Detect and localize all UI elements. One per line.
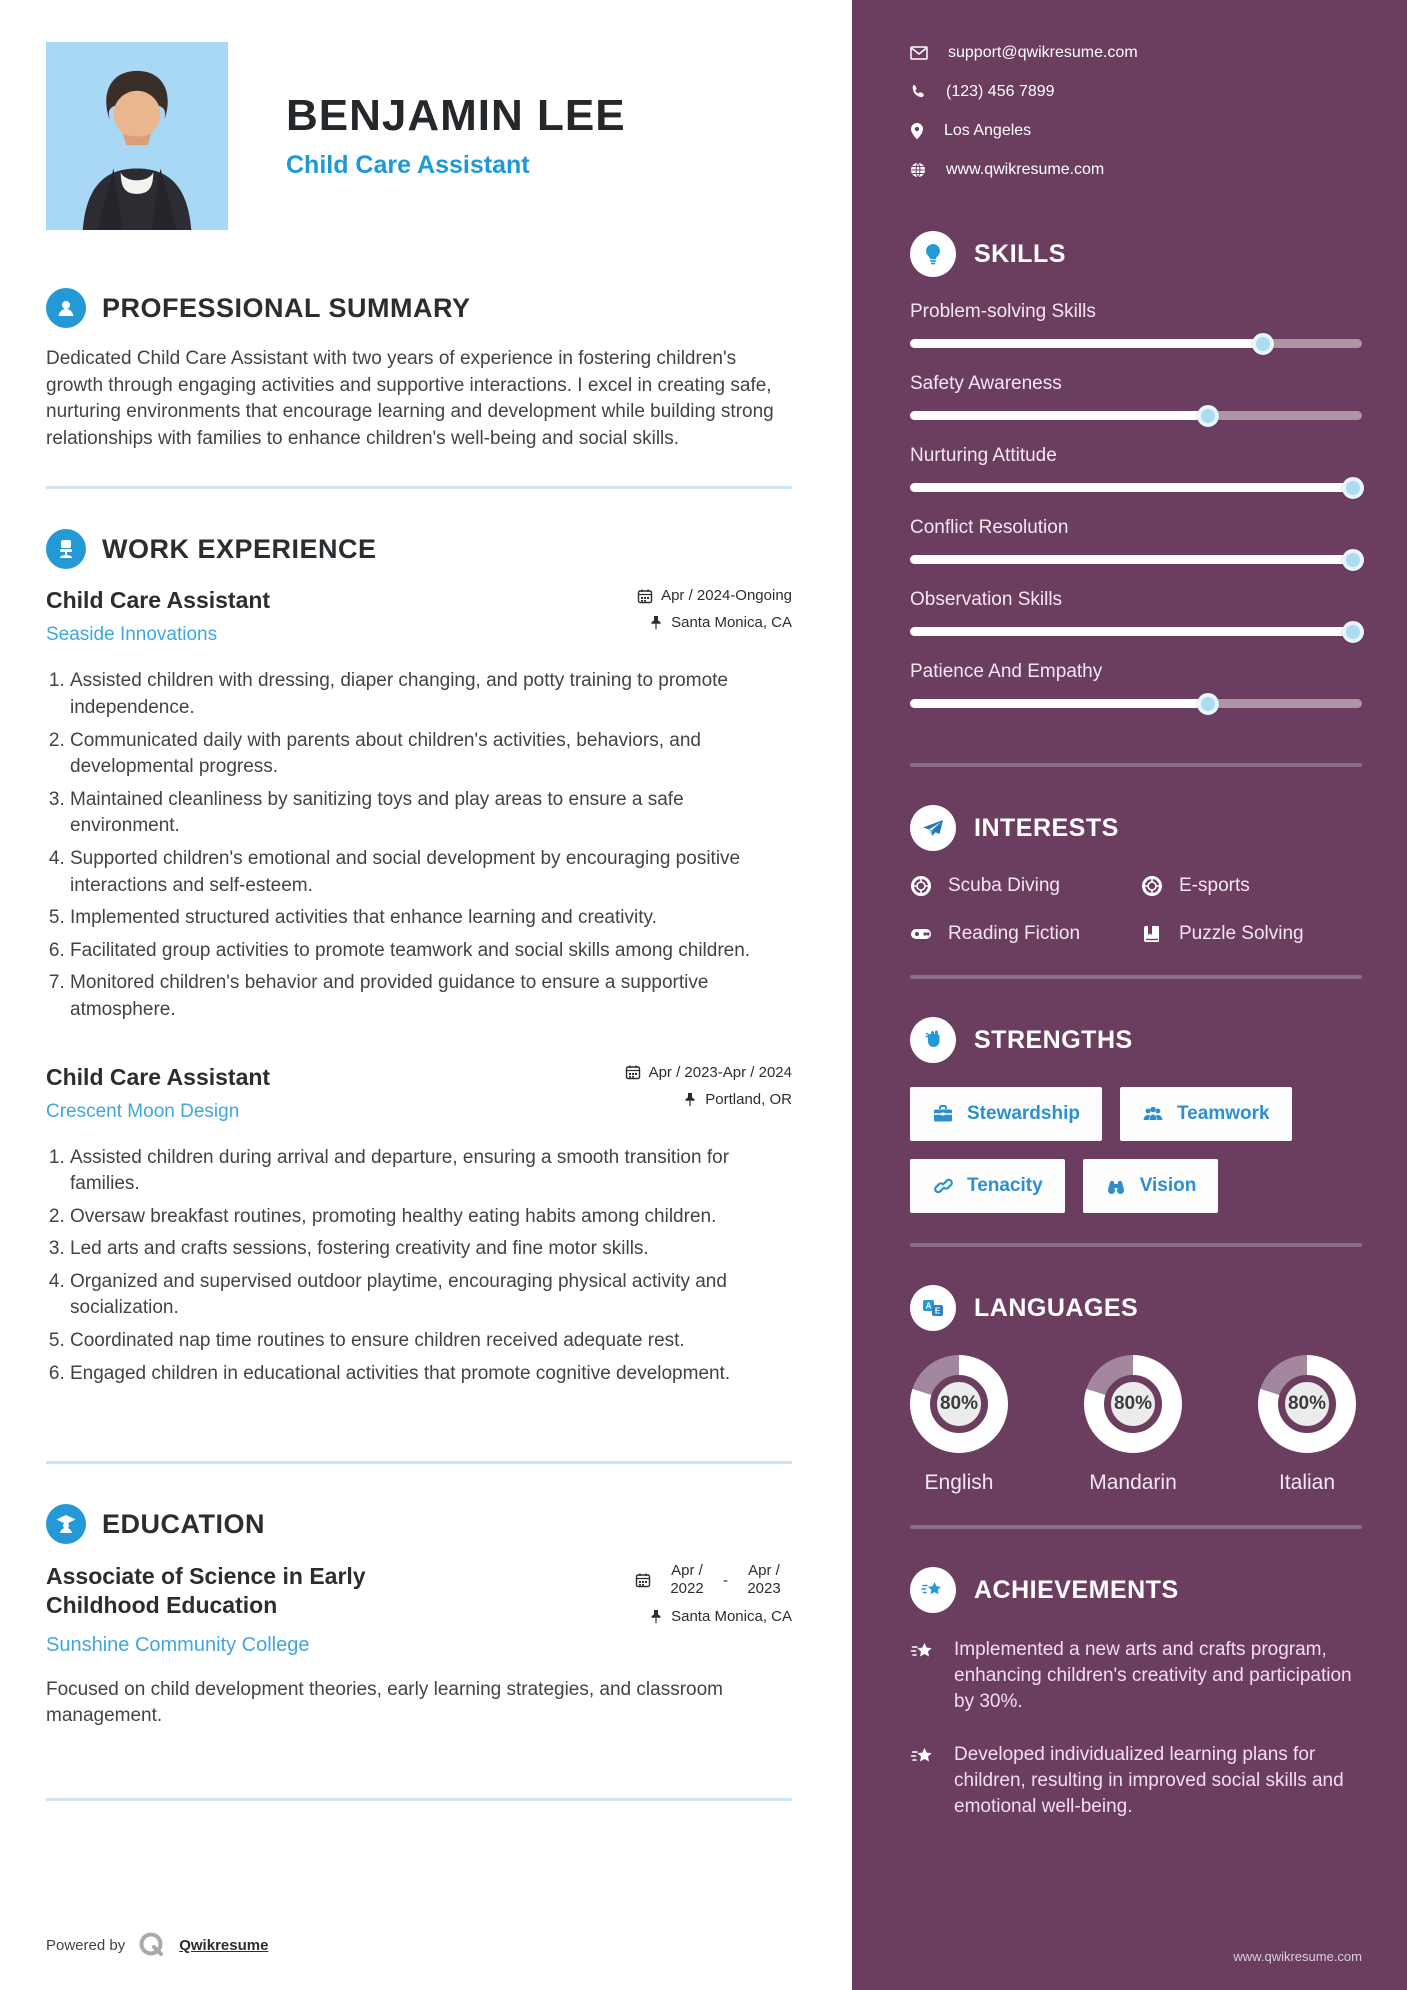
qwikresume-brand-link[interactable]: Qwikresume xyxy=(179,1936,269,1954)
identity-text xyxy=(286,92,626,179)
contact-location xyxy=(910,122,1362,140)
job-bullet: 1. Assisted children during arrival and departure, ensuring a smooth transition for families. xyxy=(70,1145,792,1198)
skill-slider-fill xyxy=(910,555,1362,564)
skills-heading: SKILLS xyxy=(974,239,1066,268)
sidebar-divider xyxy=(910,1525,1362,1529)
sidebar-divider xyxy=(910,763,1362,767)
svg-text:A: A xyxy=(925,1301,932,1311)
skill-slider xyxy=(910,339,1362,348)
pushpin-icon xyxy=(683,1092,697,1107)
summary-heading: PROFESSIONAL SUMMARY xyxy=(102,292,471,323)
language-progress-ring xyxy=(1084,1355,1182,1453)
strength-chip xyxy=(910,1087,1102,1141)
translate-icon xyxy=(910,1285,956,1331)
education-section-header xyxy=(46,1504,792,1544)
job-dates: Apr / 2024-Ongoing xyxy=(661,587,792,605)
contact-phone xyxy=(910,83,1362,101)
strength-chip xyxy=(1120,1087,1292,1141)
skill-name: Nurturing Attitude xyxy=(910,445,1057,466)
job-dates-row xyxy=(637,587,792,604)
skill-slider-thumb xyxy=(1342,549,1364,571)
job-bullet: 7. Monitored children's behavior and provided guidance to ensure a supportive atmosphere. xyxy=(70,970,792,1023)
summary-text: Dedicated Child Care Assistant with two years of experience in fostering children's growth through engaging activities and supportive interactions. I excel in creating safe, nurturing environments that encourage learning and development while building strong relationships with families to enhance children's well-being and social skills. xyxy=(46,348,774,449)
skills-list xyxy=(910,301,1362,733)
skill-name: Patience And Empathy xyxy=(910,661,1103,682)
education-description: Focused on child development theories, early learning strategies, and classroom management. xyxy=(46,1678,723,1727)
skill-slider xyxy=(910,483,1362,492)
job-bullet: 5. Coordinated nap time routines to ensure children received adequate rest. xyxy=(70,1328,792,1355)
education-heading: EDUCATION xyxy=(102,1508,265,1539)
gamepad-icon xyxy=(910,923,932,945)
job-top-row xyxy=(46,587,792,646)
profile-photo-illustration xyxy=(46,42,228,230)
fist-icon xyxy=(910,1017,956,1063)
job-bullet-list xyxy=(46,668,792,1023)
life-ring-icon xyxy=(1141,875,1163,897)
section-divider xyxy=(46,1461,792,1464)
strengths-list xyxy=(910,1087,1362,1213)
location-pin-icon xyxy=(910,122,924,140)
language-percent: 80% xyxy=(1278,1375,1336,1433)
summary-section-header xyxy=(46,288,792,328)
graduate-icon xyxy=(46,1504,86,1544)
job-bullet: 4. Organized and supervised outdoor playtime, encouraging physical activity and socialization. xyxy=(70,1269,792,1322)
job-title: Child Care Assistant xyxy=(46,1063,271,1090)
link-icon xyxy=(932,1175,954,1197)
book-icon xyxy=(1141,923,1163,945)
strength-label: Tenacity xyxy=(967,1175,1043,1196)
identity-header xyxy=(46,42,792,230)
person-name: BENJAMIN LEE xyxy=(286,91,626,141)
contact-website-text: www.qwikresume.com xyxy=(946,161,1105,178)
interests-list xyxy=(910,875,1362,945)
skill-slider-fill xyxy=(910,699,1208,708)
job-bullet: 2. Communicated daily with parents about children's activities, behaviors, and developmental progress. xyxy=(70,728,792,781)
language-progress-ring xyxy=(1258,1355,1356,1453)
education-location-row xyxy=(635,1608,792,1625)
skill-slider-thumb xyxy=(1342,621,1364,643)
languages-heading: LANGUAGES xyxy=(974,1293,1139,1322)
achievements-list xyxy=(910,1637,1362,1846)
job-top-row xyxy=(46,1064,792,1123)
job-bullet: 2. Oversaw breakfast routines, promoting healthy eating habits among children. xyxy=(70,1204,792,1231)
language-name: English xyxy=(924,1471,994,1494)
svg-text:E: E xyxy=(934,1306,941,1316)
achievement-text: Implemented a new arts and crafts program, enhancing children's creativity and participation by 30%. xyxy=(954,1639,1352,1713)
interest-item xyxy=(1141,875,1362,897)
skill-slider xyxy=(910,627,1362,636)
calendar-icon xyxy=(625,1064,641,1080)
skill-slider-fill xyxy=(910,627,1362,636)
shooting-star-icon xyxy=(910,1567,956,1613)
achievement-item xyxy=(910,1637,1362,1716)
strengths-heading: STRENGTHS xyxy=(974,1025,1133,1054)
job-bullet: 3. Led arts and crafts sessions, fostering creativity and fine motor skills. xyxy=(70,1236,792,1263)
skill-slider-thumb xyxy=(1252,333,1274,355)
degree-title: Associate of Science in Early Childhood Education xyxy=(46,1563,366,1618)
qwikresume-logo-icon xyxy=(137,1930,167,1960)
office-chair-icon xyxy=(46,529,86,569)
skill-name: Safety Awareness xyxy=(910,373,1062,394)
skill-slider-fill xyxy=(910,339,1263,348)
job-bullet: 4. Supported children's emotional and social development by encouraging positive interactions and self-esteem. xyxy=(70,846,792,899)
job-meta xyxy=(637,587,792,641)
language-item xyxy=(1258,1355,1356,1495)
job-bullet: 6. Engaged children in educational activities that promote cognitive development. xyxy=(70,1361,792,1388)
strength-label: Vision xyxy=(1139,1175,1197,1196)
contact-location-text: Los Angeles xyxy=(944,122,1032,139)
strength-chip xyxy=(910,1159,1065,1213)
section-divider xyxy=(46,1798,792,1801)
sidebar-divider xyxy=(910,1243,1362,1247)
achievements-section-header xyxy=(910,1567,1362,1613)
calendar-icon xyxy=(635,1572,651,1588)
job-dates-row xyxy=(625,1064,792,1081)
skill-name: Problem-solving Skills xyxy=(910,301,1096,322)
skill-slider xyxy=(910,699,1362,708)
skill-item xyxy=(910,661,1362,708)
job-meta xyxy=(625,1064,792,1118)
language-item xyxy=(1084,1355,1182,1495)
skills-section-header xyxy=(910,231,1362,277)
globe-icon xyxy=(910,162,926,178)
education-date-end: Apr / 2023 xyxy=(747,1562,781,1598)
education-top-row xyxy=(46,1562,792,1657)
strength-chip xyxy=(1083,1159,1219,1213)
skill-slider-thumb xyxy=(1197,405,1219,427)
skill-slider-thumb xyxy=(1197,693,1219,715)
language-name: Mandarin xyxy=(1089,1471,1177,1494)
job-location-row xyxy=(637,614,792,631)
achievement-item xyxy=(910,1742,1362,1821)
job-title: Child Care Assistant xyxy=(46,587,271,614)
skill-slider xyxy=(910,411,1362,420)
sidebar-website-link[interactable]: www.qwikresume.com xyxy=(1233,1949,1362,1964)
life-ring-icon xyxy=(910,875,932,897)
strength-label: Stewardship xyxy=(967,1103,1080,1124)
contact-phone-text: (123) 456 7899 xyxy=(946,83,1055,100)
interest-item xyxy=(910,923,1131,945)
job-bullet: 5. Implemented structured activities that enhance learning and creativity. xyxy=(70,905,792,932)
contact-email-text: support@qwikresume.com xyxy=(948,44,1138,61)
education-location: Santa Monica, CA xyxy=(671,1608,792,1626)
binoculars-icon xyxy=(1105,1175,1127,1197)
interest-item xyxy=(1141,923,1362,945)
pushpin-icon xyxy=(649,615,663,630)
education-title-block xyxy=(46,1562,476,1657)
interest-label: E-sports xyxy=(1179,875,1250,896)
strength-label: Teamwork xyxy=(1176,1103,1270,1124)
skill-item xyxy=(910,373,1362,420)
skill-name: Observation Skills xyxy=(910,589,1063,610)
job-bullet: 1. Assisted children with dressing, diaper changing, and potty training to promote independence. xyxy=(70,668,792,721)
section-divider xyxy=(46,486,792,489)
skill-item xyxy=(910,517,1362,564)
skill-item xyxy=(910,301,1362,348)
paper-plane-icon xyxy=(910,805,956,851)
interest-label: Reading Fiction xyxy=(948,923,1081,944)
phone-icon xyxy=(910,84,926,100)
skill-item xyxy=(910,445,1362,492)
page-footer xyxy=(46,1910,792,1960)
school-link[interactable]: Sunshine Community College xyxy=(46,1633,310,1656)
skill-item xyxy=(910,589,1362,636)
job-bullet: 6. Facilitated group activities to promote teamwork and social skills among children. xyxy=(70,938,792,965)
contact-section xyxy=(910,44,1362,179)
skill-name: Conflict Resolution xyxy=(910,517,1069,538)
sidebar-divider xyxy=(910,975,1362,979)
language-progress-ring xyxy=(910,1355,1008,1453)
job-company-link[interactable]: Seaside Innovations xyxy=(46,624,218,646)
languages-list xyxy=(910,1355,1362,1495)
job-location-row xyxy=(625,1091,792,1108)
education-entry xyxy=(46,1562,792,1730)
person-icon xyxy=(46,288,86,328)
interest-label: Scuba Diving xyxy=(948,875,1060,896)
shooting-star-icon xyxy=(910,1744,936,1770)
job-title-block xyxy=(46,1064,270,1123)
shooting-star-icon xyxy=(910,1639,936,1665)
pushpin-icon xyxy=(649,1609,663,1624)
language-item xyxy=(910,1355,1008,1495)
languages-section-header xyxy=(910,1285,1362,1331)
team-icon xyxy=(1142,1103,1164,1125)
interest-item xyxy=(910,875,1131,897)
skill-slider-fill xyxy=(910,411,1208,420)
person-job-title: Child Care Assistant xyxy=(286,150,530,179)
skill-slider-fill xyxy=(910,483,1362,492)
achievements-heading: ACHIEVEMENTS xyxy=(974,1575,1179,1604)
work-heading: WORK EXPERIENCE xyxy=(102,533,377,564)
skill-slider xyxy=(910,555,1362,564)
job-entry xyxy=(46,587,792,1029)
job-location: Portland, OR xyxy=(705,1090,792,1108)
language-name: Italian xyxy=(1278,1471,1336,1494)
lightbulb-icon xyxy=(910,231,956,277)
profile-photo xyxy=(46,42,228,230)
briefcase-icon xyxy=(932,1103,954,1125)
contact-email[interactable] xyxy=(910,44,1362,62)
education-date-separator: - xyxy=(723,1571,728,1589)
job-bullet: 3. Maintained cleanliness by sanitizing toys and play areas to ensure a safe environment. xyxy=(70,787,792,840)
education-dates-row xyxy=(635,1562,792,1598)
interests-heading: INTERESTS xyxy=(974,813,1119,842)
job-bullet-list xyxy=(46,1145,792,1388)
interests-section-header xyxy=(910,805,1362,851)
job-dates: Apr / 2023-Apr / 2024 xyxy=(648,1063,792,1081)
contact-website[interactable] xyxy=(910,161,1362,179)
job-entry xyxy=(46,1064,792,1394)
job-title-block xyxy=(46,587,270,646)
education-meta xyxy=(635,1562,792,1635)
interest-label: Puzzle Solving xyxy=(1179,923,1304,944)
calendar-icon xyxy=(637,588,653,604)
job-location: Santa Monica, CA xyxy=(671,614,792,632)
skill-slider-thumb xyxy=(1342,477,1364,499)
language-percent: 80% xyxy=(930,1375,988,1433)
powered-by-label: Powered by xyxy=(46,1936,126,1954)
education-date-start: Apr / 2022 xyxy=(670,1562,704,1598)
achievement-text: Developed individualized learning plans for children, resulting in improved social skills and emotional well-being. xyxy=(954,1743,1344,1818)
job-company-link[interactable]: Crescent Moon Design xyxy=(46,1100,240,1122)
email-icon xyxy=(910,46,928,60)
language-percent: 80% xyxy=(1104,1375,1162,1433)
sidebar xyxy=(852,0,1407,1990)
work-section-header xyxy=(46,529,792,569)
strengths-section-header xyxy=(910,1017,1362,1063)
